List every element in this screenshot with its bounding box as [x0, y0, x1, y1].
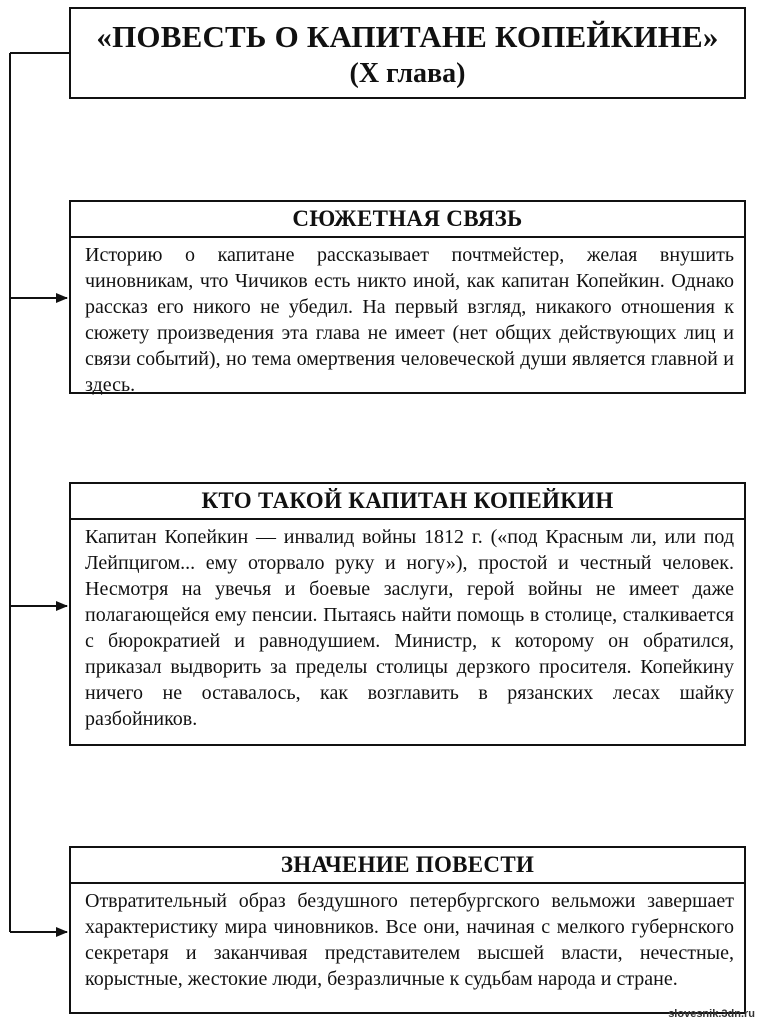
section-text: Отвратительный образ бездушного петербургского вельможи завершает характеристику мира чиновников. Все они, начиная с мелкого губернского секретаря и заканчивая представителем высшей власти, нечестные, корыстные, жестокие люди, безразличные к судьбам народа и стране. — [85, 890, 734, 990]
watermark: slovesnik.3dn.ru — [668, 1008, 755, 1020]
section-heading: СЮЖЕТНАЯ СВЯЗЬ — [71, 202, 744, 238]
title-box — [69, 7, 746, 99]
section-heading: ЗНАЧЕНИЕ ПОВЕСТИ — [71, 848, 744, 884]
section-who-is-kopeikin — [69, 482, 746, 746]
section-story-meaning — [69, 846, 746, 1014]
chapter-label: (X глава) — [349, 58, 466, 89]
section-text: Капитан Копейкин — инвалид войны 1812 г. («под Красным ли, или под Лейпцигом... ему оторвало руку и ногу»), простой и честный человек. Несмотря на увечья и боевые заслуги, герой войны не имеет даже полагающейся ему пенсии. Пытаясь найти помощь в столице, сталкивается с бюрократией и равнодушием. Министр, к которому он обратился, приказал выдворить за пределы столицы дерзкого просителя. Копейкину ничего не оставалось, как возглавить в рязанских лесах шайку разбойников. — [85, 526, 734, 730]
section-text: Историю о капитане рассказывает почтмейстер, желая внушить чиновникам, что Чичиков есть никто иной, как капитан Копейкин. Однако рассказ его никого не убедил. На первый взгляд, никакого отношения к сюжету произведения эта глава не имеет (нет общих действующих лиц и связи событий), но тема омертвения человеческой души является главной и здесь. — [85, 244, 734, 396]
page-title: «ПОВЕСТЬ О КАПИТАНЕ КОПЕЙКИНЕ» — [96, 19, 719, 54]
section-heading: КТО ТАКОЙ КАПИТАН КОПЕЙКИН — [71, 484, 744, 520]
section-plot-connection — [69, 200, 746, 394]
